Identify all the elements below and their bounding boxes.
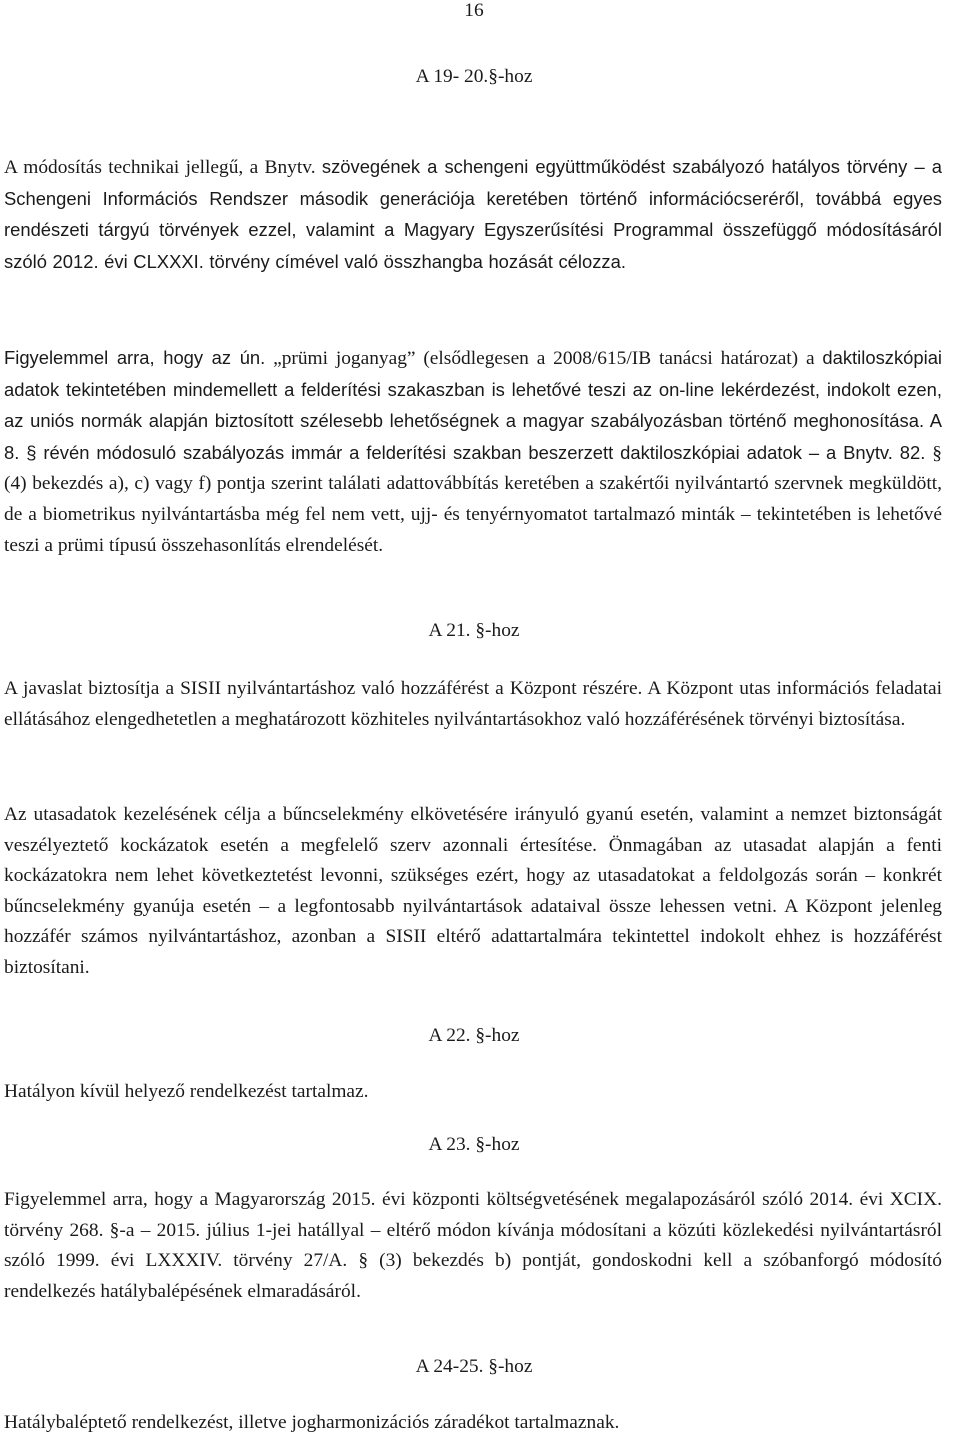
paragraph-21-2: Az utasadatok kezelésének célja a bűncselekmény elkövetésére irányuló gyanú esetén, valamint a nemzet biztonságát veszélyeztető kockázatok esetén a megfelelő szerv azonnali értesítése. Önmagában az utasadat alapján a fenti kockázatokra nem lehet következtetést levonni, szükséges ezért, hogy az utasadatokat a feldolgozás során – konkrét bűncselekmény gyanúja esetén – a legfontosabb nyilvántartások adataival össze lehessen vetni. A Központ jelenleg hozzáfér számos nyilvántartáshoz, azonban a SISII eltérő adattartalmára tekintettel indokolt ehhez is hozzáférést biztosítani. [4, 804, 942, 978]
document-page [4, 0, 944, 1436]
section-heading-19-20: A 19- 20.§-hoz [415, 66, 533, 87]
paragraph-24-25: Hatálybaléptető rendelkezést, illetve jogharmonizációs záradékot tartalmaznak. [4, 1412, 620, 1433]
paragraph-19-20-1 [4, 152, 942, 278]
paragraph-23: Figyelemmel arra, hogy a Magyarország 2015. évi központi költségvetésének megalapozásáról szóló 2014. évi XCIX. törvény 268. §-a – 2015. július 1-jei hatállyal – eltérő módon kívánja módosítani a közúti közlekedési nyilvántartásról szóló 1999. évi LXXXIV. törvény 27/A. § (3) bekezdés b) pontját, gondoskodni kell a szóbanforgó módosító rendelkezés hatálybalépésének elmaradásáról. [4, 1189, 942, 1302]
paragraph-19-20-1-serif: A módosítás technikai jellegű, a Bnytv. [4, 157, 322, 178]
paragraph-19-20-1-sans: szövegének a schengeni együttműködést szabályozó hatályos törvény – a Schengeni Információs Rendszer második generációja keretében történő információcseréről, továbbá egyes rendészeti tárgyú törvények ezzel, valamint a Magyary Egyszerűsítési Programmal összefüggő módosításáról szóló 2012. évi CLXXXI. törvény címével való összhangba hozását célozza. [4, 156, 942, 272]
paragraph-22: Hatályon kívül helyező rendelkezést tartalmaz. [4, 1081, 369, 1102]
paragraph-19-20-2-lead: Figyelemmel arra, hogy az ún. [4, 347, 266, 368]
paragraph-21-1: A javaslat biztosítja a SISII nyilvántartáshoz való hozzáférést a Központ részére. A Központ utas információs feladatai ellátásához elengedhetetlen a meghatározott közhiteles nyilvántartásokhoz való hozzáférésének törvényi biztosítása. [4, 678, 942, 730]
paragraph-19-20-2-tail: § (4) bekezdés a), c) vagy f) pontja szerint találati adattovábbítás keretében a szakértői nyilvántartó szervnek megküldött, de a biometrikus nyilvántartásba még fel nem vett, ujj- és tenyérnyomatot tartalmazó minták – tekintetében is lehetővé teszi a prümi típusú összehasonlítás elrendelését. [4, 442, 942, 556]
paragraph-19-20-2 [4, 343, 942, 561]
page-number: 16 [464, 0, 484, 21]
section-heading-22: A 22. §-hoz [428, 1025, 520, 1046]
paragraph-19-20-2-serif: „prümi joganyag” (elsődlegesen a 2008/615/IB tanácsi határozat) a [265, 348, 823, 369]
section-heading-21: A 21. §-hoz [428, 620, 520, 641]
section-heading-24-25: A 24-25. §-hoz [415, 1356, 533, 1377]
section-heading-23: A 23. §-hoz [428, 1134, 520, 1155]
paragraph-19-20-2-sans: daktiloszkópiai adatok tekintetében mindemellett a felderítési szakaszban is lehetővé teszi az on-line lekérdezést, indokolt ezen, az uniós normák alapján biztosított szélesebb lehetőségnek a magyar szabályozásban történő meghonosítása. A 8. § révén módosuló szabályozás immár a felderítési szakban beszerzett daktiloszkópiai adatok – a Bnytv. 82. [4, 347, 943, 463]
